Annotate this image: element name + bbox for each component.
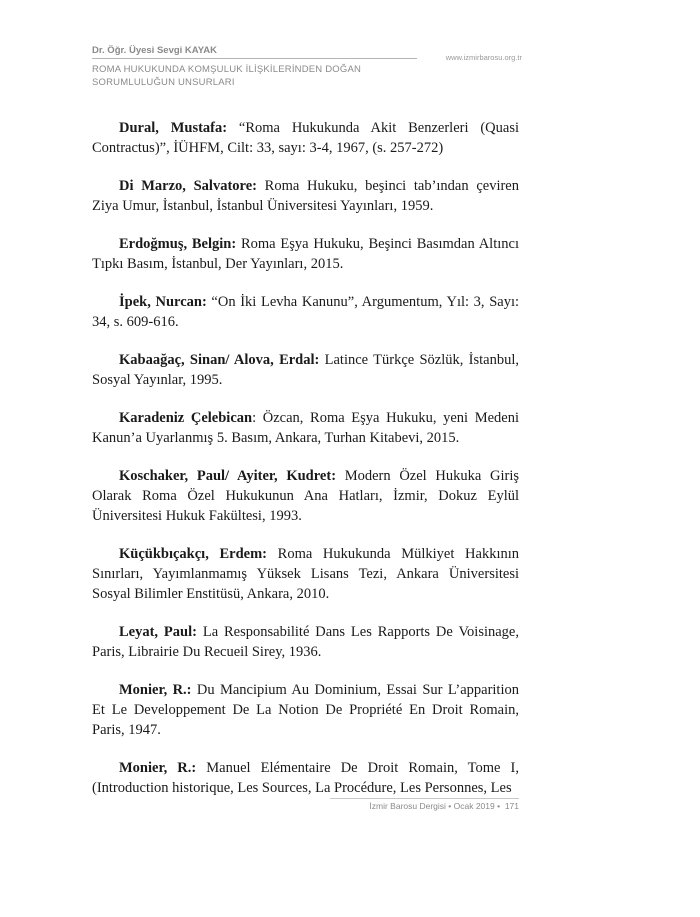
entry-author: Monier, R.: — [119, 682, 192, 698]
author-name: Dr. Öğr. Üyesi Sevgi KAYAK — [92, 45, 217, 56]
entry-text: Du Mancipium Au Dominium, Essai Sur L’apparition Et Le Developpement De La Notion De Propriété En Droit Romain, Paris, 1947. — [92, 682, 519, 738]
bibliography-entry — [92, 758, 519, 798]
entry-author: İpek, Nurcan: — [119, 294, 207, 310]
footer-rule — [330, 798, 519, 799]
entry-text: “Roma Hukukunda Akit Benzerleri (Quasi Contractus)”, İÜHFM, Cilt: 33, sayı: 3-4, 1967, (s. 257-272) — [92, 120, 519, 156]
entry-author: Kabaağaç, Sinan/ Alova, Erdal: — [119, 352, 320, 368]
bibliography-entry — [92, 408, 519, 448]
bibliography-entry — [92, 292, 519, 332]
page-header — [92, 45, 522, 95]
entry-text: Modern Özel Hukuka Giriş Olarak Roma Özel Hukukunun Ana Hatları, İzmir, Dokuz Eylül Üniversitesi Hukuk Fakültesi, 1993. — [92, 468, 520, 524]
entry-author: Karadeniz Çelebican — [119, 410, 253, 426]
bibliography-entry — [92, 350, 519, 390]
entry-author: Leyat, Paul: — [119, 624, 197, 640]
entry-text: Manuel Elémentaire De Droit Romain, Tome I, (Introduction historique, Les Sources, La Procédure, Les Personnes, Les — [92, 760, 520, 796]
entry-author: Dural, Mustafa: — [119, 120, 228, 136]
bibliography-entry — [92, 680, 519, 740]
bibliography-entry — [92, 622, 519, 662]
bibliography-entry — [92, 118, 519, 158]
bibliography-entry — [92, 466, 519, 526]
entry-text: Roma Hukuku, beşinci tab’ından çeviren Ziya Umur, İstanbul, İstanbul Üniversitesi Yayınları, 1959. — [92, 178, 519, 214]
footer-info — [369, 801, 519, 811]
entry-author: Küçükbıçakçı, Erdem: — [119, 546, 267, 562]
page-footer — [330, 795, 519, 815]
page-number: 171 — [504, 801, 519, 811]
entry-text: Roma Hukukunda Mülkiyet Hakkının Sınırları, Yayımlanmamış Yüksek Lisans Tezi, Ankara Üniversitesi Sosyal Bilimler Enstitüsü, Ankara, 2010. — [92, 546, 519, 602]
entry-author: Di Marzo, Salvatore: — [119, 178, 257, 194]
journal-info: İzmir Barosu Dergisi • Ocak 2019 • — [369, 801, 501, 811]
website-url[interactable]: www.izmirbarosu.org.tr — [445, 53, 522, 62]
entry-author: Erdoğmuş, Belgin: — [119, 236, 237, 252]
bibliography-list — [92, 118, 519, 816]
bibliography-entry — [92, 176, 519, 216]
article-title: ROMA HUKUKUNDA KOMŞULUK İLİŞKİLERİNDEN DOĞAN SORUMLULUĞUN UNSURLARI — [92, 64, 362, 88]
entry-text: : Özcan, Roma Eşya Hukuku, yeni Medeni Kanun’a Uyarlanmış 5. Basım, Ankara, Turhan Kitabevi, 2015. — [92, 410, 519, 446]
entry-text: La Responsabilité Dans Les Rapports De Voisinage, Paris, Librairie Du Recueil Sirey, 1936. — [92, 624, 519, 660]
header-rule — [92, 58, 417, 59]
entry-author: Koschaker, Paul/ Ayiter, Kudret: — [119, 468, 337, 484]
entry-text: Roma Eşya Hukuku, Beşinci Basımdan Altıncı Tıpkı Basım, İstanbul, Der Yayınları, 2015. — [92, 236, 519, 272]
bibliography-entry — [92, 234, 519, 274]
entry-text: “On İki Levha Kanunu”, Argumentum, Yıl: 3, Sayı: 34, s. 609-616. — [92, 294, 520, 330]
entry-text: Latince Türkçe Sözlük, İstanbul, Sosyal Yayınlar, 1995. — [92, 352, 519, 388]
bibliography-entry — [92, 544, 519, 604]
entry-author: Monier, R.: — [119, 760, 197, 776]
